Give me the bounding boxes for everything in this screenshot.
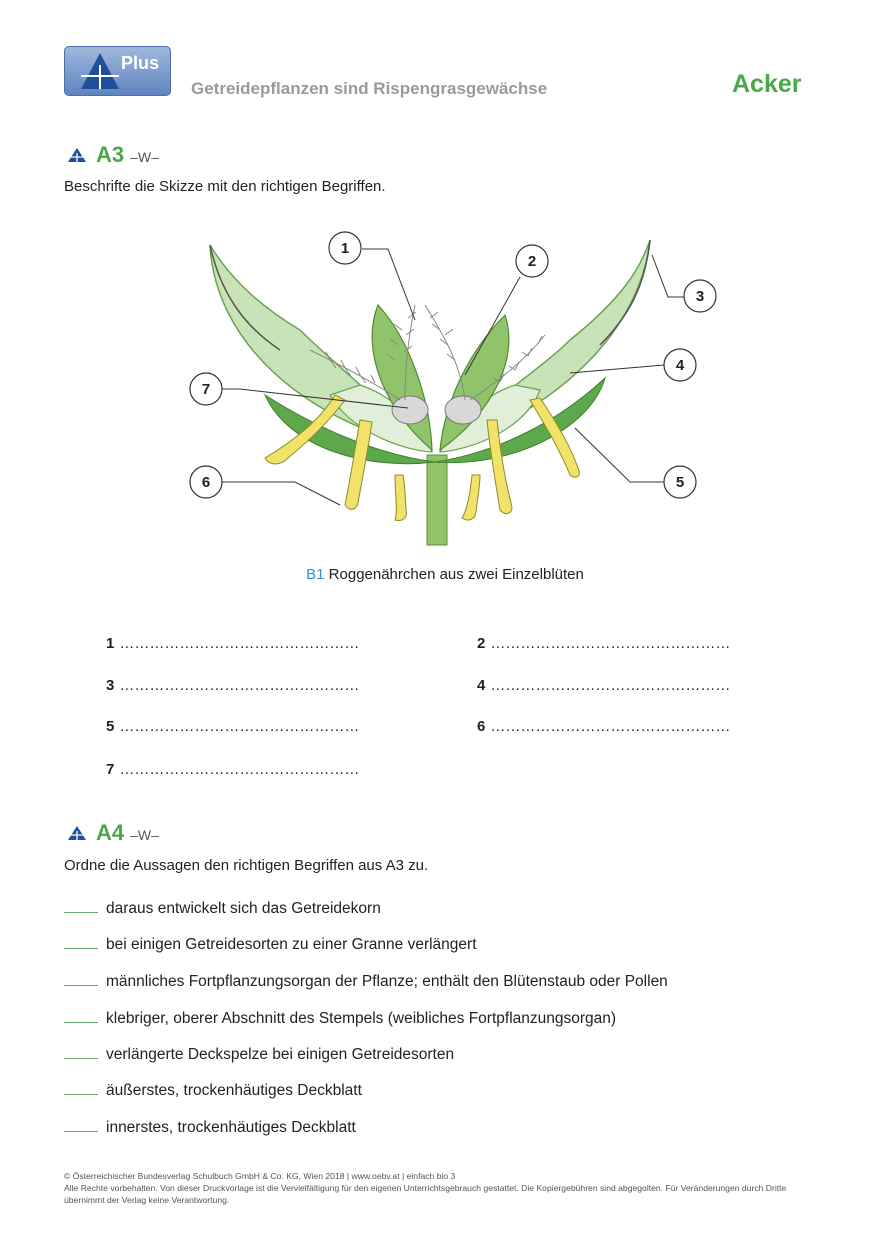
answer-dots: ………………………………………… (119, 761, 360, 778)
statement-text: daraus entwickelt sich das Getreidekorn (106, 900, 381, 917)
rye-spikelet-diagram (0, 0, 890, 560)
figure-caption-text: Roggenährchen aus zwei Einzelblüten (328, 566, 584, 583)
answer-line-2[interactable] (477, 635, 730, 652)
answer-number: 1 (106, 635, 115, 652)
callout-7-label: 7 (201, 381, 211, 398)
answer-line-4[interactable] (477, 677, 730, 694)
answer-number: 4 (477, 677, 486, 694)
answer-blank[interactable] (64, 936, 98, 949)
section-code: A4 (96, 820, 125, 845)
statement-text: äußerstes, trockenhäutiges Deckblatt (106, 1082, 362, 1099)
answer-line-3[interactable] (106, 677, 359, 694)
callout-6-label: 6 (201, 474, 211, 491)
answer-dots: ………………………………………… (119, 718, 360, 735)
statement-text: innerstes, trockenhäutiges Deckblatt (106, 1119, 356, 1136)
answer-blank[interactable] (64, 1082, 98, 1095)
callout-5-label: 5 (675, 474, 685, 491)
section-type: –W– (130, 149, 159, 165)
answer-number: 6 (477, 718, 486, 735)
footer-copyright: © Österreichischer Bundesverlag Schulbuch GmbH & Co. KG, Wien 2018 | www.oebv.at | einfach bio 3 (64, 1171, 456, 1181)
logo-label: Plus (121, 53, 160, 73)
section-type: –W– (130, 827, 159, 843)
statement-row (64, 1082, 362, 1100)
answer-dots: ………………………………………… (119, 635, 360, 652)
statement-row (64, 1119, 356, 1137)
statement-text: männliches Fortpflanzungsorgan der Pflanze; enthält den Blütenstaub oder Pollen (106, 973, 668, 990)
answer-line-1[interactable] (106, 635, 359, 652)
callout-4-label: 4 (675, 357, 685, 374)
statement-text: klebriger, oberer Abschnitt des Stempels (weibliches Fortpflanzungsorgan) (106, 1010, 617, 1027)
answer-blank[interactable] (64, 1046, 98, 1059)
triangle-level-icon (68, 826, 86, 840)
stem (427, 455, 447, 545)
statement-row (64, 936, 477, 954)
statement-row (64, 1010, 616, 1028)
statement-row (64, 900, 381, 918)
answer-blank[interactable] (64, 1119, 98, 1132)
answer-blank[interactable] (64, 900, 98, 913)
figure-label: B1 (306, 566, 325, 583)
answer-dots: ………………………………………… (490, 677, 731, 694)
callout-3-label: 3 (695, 288, 705, 305)
callout-1-label: 1 (340, 240, 350, 257)
footer-rights: Alle Rechte vorbehalten. Von dieser Druckvorlage ist die Vervielfältigung für den eigenen Unterrichtsgebrauch gestattet. Die Kopiergebühren sind abgegolten. Für Veränderungen durch Dritte übernimmt der Verlag keine Verantwortung. (64, 1183, 787, 1205)
answer-line-7[interactable] (106, 761, 359, 778)
answer-line-5[interactable] (106, 718, 359, 735)
statement-text: verlängerte Deckspelze bei einigen Getreidesorten (106, 1046, 455, 1063)
right-ovary (445, 396, 481, 424)
answer-number: 7 (106, 761, 115, 778)
answer-dots: ………………………………………… (490, 718, 731, 735)
figure-caption (0, 566, 890, 583)
footer (64, 1170, 824, 1206)
callout-2-label: 2 (527, 253, 537, 270)
answer-number: 3 (106, 677, 115, 694)
a3-instruction: Beschrifte die Skizze mit den richtigen Begriffen. (64, 178, 386, 195)
section-a4-heading (68, 820, 159, 846)
answer-blank[interactable] (64, 973, 98, 986)
section-code: A3 (96, 142, 125, 167)
statement-row (64, 1046, 454, 1064)
answer-dots: ………………………………………… (119, 677, 360, 694)
answer-blank[interactable] (64, 1010, 98, 1023)
category-label: Acker (732, 70, 802, 98)
a4-instruction: Ordne die Aussagen den richtigen Begriffen aus A3 zu. (64, 857, 429, 874)
statement-row (64, 973, 668, 991)
answer-number: 5 (106, 718, 115, 735)
answer-number: 2 (477, 635, 486, 652)
statement-text: bei einigen Getreidesorten zu einer Granne verlängert (106, 936, 477, 953)
answer-dots: ………………………………………… (490, 635, 731, 652)
left-ovary (392, 396, 428, 424)
answer-line-6[interactable] (477, 718, 730, 735)
page-title: Getreidepflanzen sind Rispengrasgewächse (191, 79, 548, 98)
